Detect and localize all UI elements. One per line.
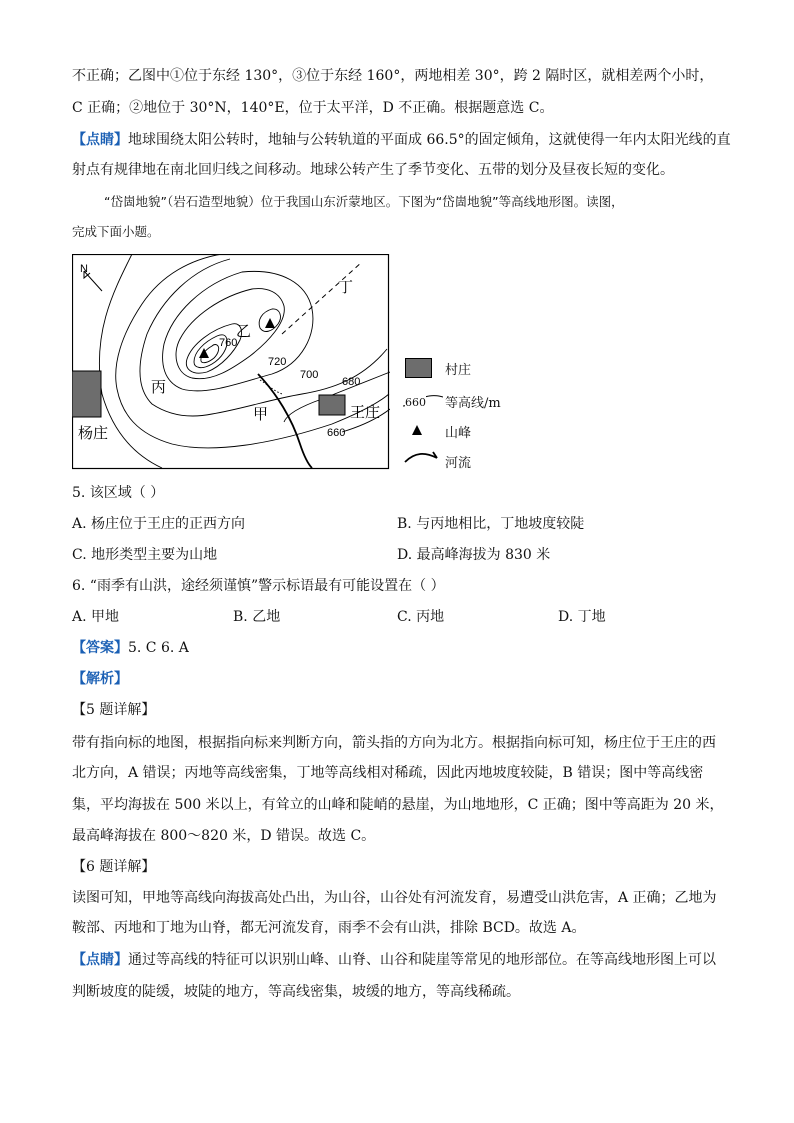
detail-6-title: 【6 题详解】 [72, 859, 156, 875]
answer-line [72, 638, 189, 658]
tip-text: 通过等高线的特征可以识别山峰、山脊、山谷和陡崖等常见的地形部位。在等高线地形图上可以 [128, 952, 716, 968]
q5-option-b: B. 与丙地相比，丁地坡度较陡 [397, 516, 585, 532]
intro-line: 完成下面小题。 [72, 224, 160, 239]
map-legend [403, 354, 513, 474]
legend-contour-label: 等高线/m [445, 396, 501, 411]
contour-label-680: 680 [342, 376, 361, 388]
legend-peak-icon [411, 424, 423, 436]
legend-river-icon [403, 448, 443, 468]
q5-option-d: D. 最高峰海拔为 830 米 [397, 547, 551, 563]
question-6-stem: 6. “雨季有山洪，途经须谨慎”警示标语最有可能设置在（ ） [72, 578, 445, 594]
text-line: C 正确；②地位于 30°N，140°E，位于太平洋，D 不正确。根据题意选 C。 [72, 100, 554, 116]
text-line: 带有指向标的地图，根据指向标来判断方向，箭头指的方向为北方。根据指向标可知，杨庄位于王庄的西 [72, 735, 716, 751]
intro-line: “岱崮地貌”（岩石造型地貌）位于我国山东沂蒙地区。下图为“岱崮地貌”等高线地形图。读图， [104, 194, 624, 209]
contour-label-700: 700 [300, 369, 319, 381]
north-label: N [80, 263, 88, 275]
detail-5-title: 【5 题详解】 [72, 702, 156, 718]
q5-option-c: C. 地形类型主要为山地 [72, 547, 218, 563]
answer-text: 5. C 6. A [128, 640, 189, 656]
legend-peak-label: 山峰 [445, 426, 472, 441]
q6-option-c: C. 丙地 [397, 609, 445, 625]
text-line: 鞍部、丙地和丁地为山脊，都无河流发育，雨季不会有山洪，排除 BCD。故选 A。 [72, 920, 586, 936]
label-wangzhuang: 王庄 [350, 403, 381, 421]
tip-tag: 【点睛】 [72, 952, 128, 968]
text-line: 不正确；乙图中①位于东经 130°，③位于东经 160°，两地相差 30°，跨 2 隔时区，就相差两个小时， [72, 68, 714, 84]
text-line: 读图可知，甲地等高线向海拔高处凸出，为山谷，山谷处有河流发育，易遭受山洪危害，A 正确；乙地为 [72, 890, 717, 906]
legend-contour-value: 660 [405, 396, 426, 409]
text-line: 最高峰海拔在 800～820 米，D 错误。故选 C。 [72, 828, 376, 844]
text-line: 射点有规律地在南北回归线之间移动。地球公转产生了季节变化、五带的划分及昼夜长短的变化。 [72, 162, 674, 178]
legend-river-label: 河流 [445, 456, 472, 471]
label-bing: 丙 [151, 378, 167, 396]
text-line: 判断坡度的陡缓，坡陡的地方，等高线密集，坡缓的地方，等高线稀疏。 [72, 984, 520, 1000]
village-yangzhuang [72, 371, 101, 417]
contour-label-660: 660 [327, 427, 346, 439]
label-yi: 乙 [236, 322, 252, 340]
question-5-stem: 5. 该区域（ ） [72, 485, 165, 501]
label-yangzhuang: 杨庄 [78, 424, 109, 442]
tip-tag: 【点睛】 [72, 132, 128, 148]
contour-map [72, 254, 390, 470]
q6-option-b: B. 乙地 [233, 609, 281, 625]
label-ding: 丁 [338, 278, 354, 296]
village-wangzhuang [319, 395, 345, 415]
tip-text: 地球围绕太阳公转时，地轴与公转轨道的平面成 66.5°的固定倾角，这就使得一年内太阳光线的直 [128, 132, 731, 148]
tip-paragraph-line [72, 950, 716, 970]
contour-label-760: 760 [219, 337, 238, 349]
legend-village-icon [405, 358, 432, 378]
analysis-tag: 【解析】 [72, 671, 128, 687]
text-line: 北方向，A 错误；丙地等高线密集，丁地等高线相对稀疏，因此丙地坡度较陡，B 错误；图中等高线密 [72, 765, 704, 781]
answer-tag: 【答案】 [72, 640, 128, 656]
label-jia: 甲 [253, 405, 269, 423]
q6-option-d: D. 丁地 [558, 609, 606, 625]
tip-paragraph-line [72, 130, 731, 150]
legend-village-label: 村庄 [445, 363, 472, 378]
q5-option-a: A. 杨庄位于王庄的正西方向 [72, 516, 246, 532]
contour-label-720: 720 [268, 356, 287, 368]
q6-option-a: A. 甲地 [72, 609, 120, 625]
text-line: 集，平均海拔在 500 米以上，有耸立的山峰和陡峭的悬崖，为山地地形，C 正确；图中等高距为 20 米， [72, 797, 724, 813]
